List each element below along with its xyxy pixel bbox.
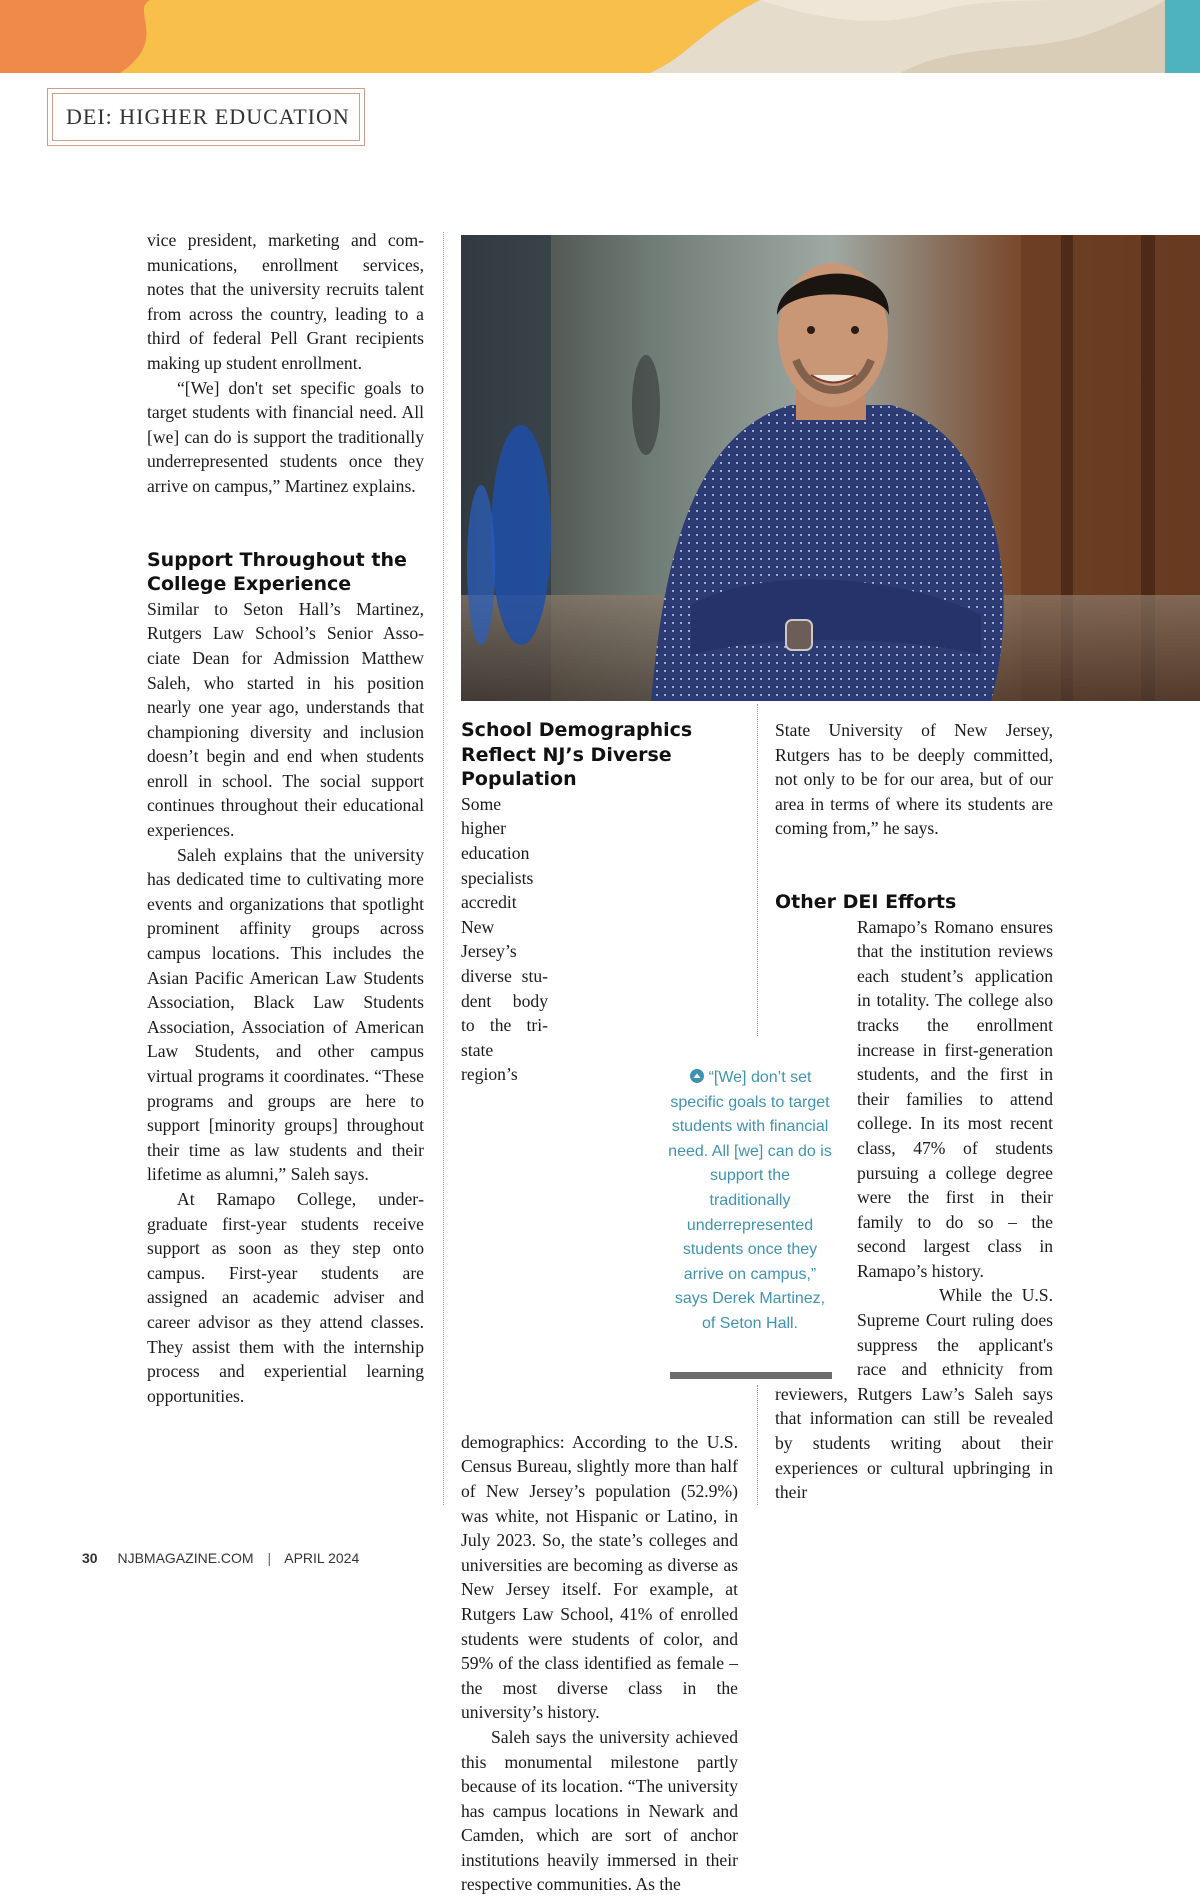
section-heading: Other DEI Efforts <box>775 890 957 913</box>
section-label-text: DEI: HIGHER EDUCATION <box>52 93 360 141</box>
column-3 <box>775 718 1053 1505</box>
paragraph: Ramapo’s Romano ensures that the institution reviews each student’s application in totality. The college also tracks the enrollment increase in first-generation students, and the first in their families to attend college. In its most recent class, 47% of students pursuing a college degree were the first in their family to do so – the second largest class in Ramapo’s history. <box>857 916 1053 1281</box>
section-label <box>47 88 365 146</box>
quote-bullet-icon <box>689 1068 705 1084</box>
column-divider <box>443 232 444 1505</box>
paragraph: Saleh says the university achieved this monumental milestone partly because of its location. “The university has campus locations in Newark and Camden, which are sort of anchor institutions heavily immersed in their respective communities. As the <box>461 1726 738 1895</box>
paragraph: Some higher education specialists accredit New Jersey’s diverse student body to the tri-state region’s demographics: According to the U.S. Census Bureau, slightly more than half of New Jersey’s population (52.9%) was white, not Hispanic or Latino, in July 2023. So, the state’s colleges and universities are becoming as diverse as New Jersey itself. For example, at Rutgers Law School, 41% of enrolled students were students of color, and 59% of the class identified as female – the most diverse class in the university’s history. <box>461 793 738 1723</box>
issue-date: APRIL 2024 <box>284 1550 360 1566</box>
section-heading: Support Throughout the College Experience <box>147 548 407 596</box>
paragraph: vice president, marketing and communications, enrollment services, notes that the university recruits talent from across the country, leading to a third of federal Pell Grant recipients making up student enrollment. <box>147 230 424 373</box>
page-footer <box>82 1550 359 1566</box>
site-url: NJBMAGAZINE.COM <box>117 1550 254 1566</box>
pull-quote-text: “[We] don’t set specific goals to target students with financial need. All [we] can do is support the traditionally underrepresented students once they arrive on campus,” says Derek Martinez, of Seton Hall. <box>668 1069 832 1332</box>
portrait-photo <box>461 235 1200 701</box>
page-number: 30 <box>82 1550 98 1566</box>
paragraph: Saleh explains that the university has dedicated time to cultivating more events and organizations that spotlight prominent affinity groups across campus locations. This includes the Asian Pacific American Law Students Association, Black Law Students Association, Association of American Law Students, and other campus virtual programs it coordinates. “These programs and groups are here to support [minority groups] throughout their time as law students and their lifetime as alumni,” Saleh says. <box>147 844 424 1185</box>
decorative-banner <box>0 0 1200 73</box>
paragraph: Similar to Seton Hall’s Martinez, Rutgers Law School’s Senior Associate Dean for Admission Matthew Saleh, who started in his position nearly one year ago, understands that championing diversity and inclusion doesn’t begin and end when students enroll in school. The social support continues throughout their educational experiences. <box>147 598 424 841</box>
pullquote-space <box>775 1013 857 1375</box>
paragraph: At Ramapo College, undergraduate first-year students receive support as soon as they step onto campus. First-year students are assigned an academic adviser and career advisor as they attend classes. They assist them with the internship process and experiential learning opportunities. <box>147 1188 424 1406</box>
section-heading: School Demographics Reflect NJ’s Diverse Population <box>461 719 693 791</box>
paragraph: “[We] don't set specific goals to target students with financial need. All [we] can do is support the traditionally underrepresented students once they arrive on campus,” Martinez explains. <box>147 377 424 496</box>
column-1 <box>147 228 424 1408</box>
column-divider <box>757 704 758 1036</box>
paragraph: State University of New Jersey, Rutgers has to be deeply committed, not only to be for our area, but of our area in terms of where its students are coming from,” he says. <box>775 720 1053 839</box>
paragraph: While the U.S. Supreme Court ruling does suppress the applicant's race and ethnicity from reviewers, Rutgers Law’s Saleh says that information can still be revealed by students writing about their experiences or cultural upbringing in their <box>775 1285 1053 1503</box>
column-divider <box>757 1385 758 1505</box>
footer-separator: | <box>267 1550 272 1566</box>
